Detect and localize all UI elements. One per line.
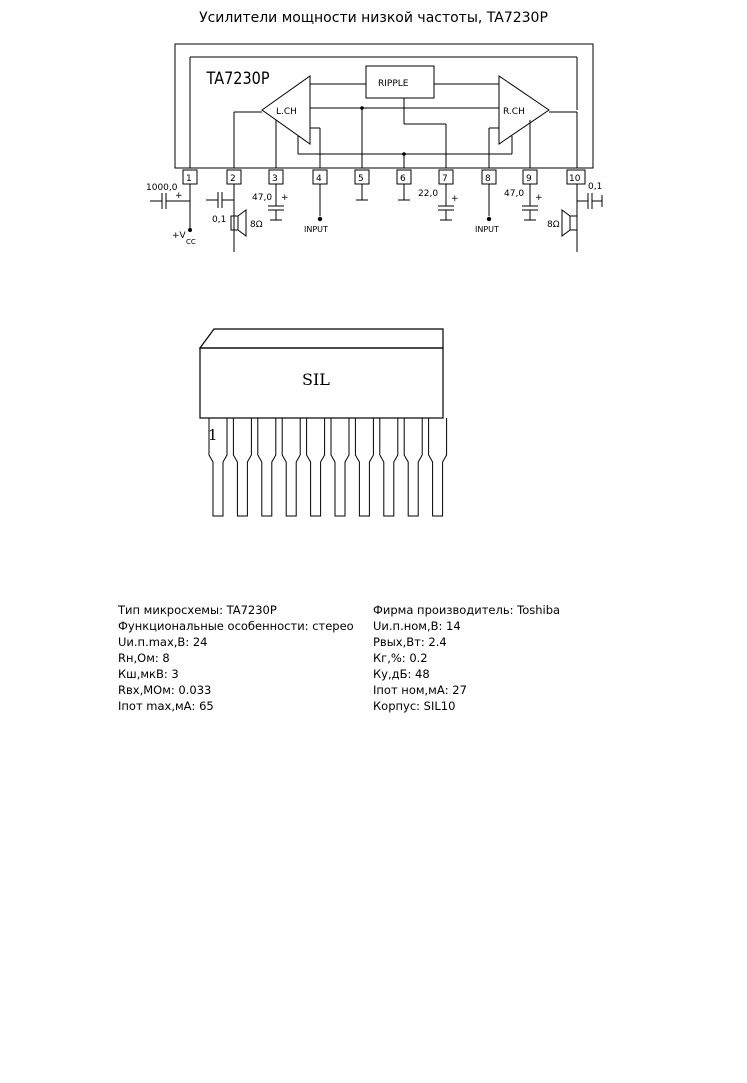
- page-title: Усилители мощности низкой частоты, TA7230P: [199, 10, 548, 26]
- pin-label-4: 4: [316, 174, 322, 184]
- cap-22-plus: +: [451, 194, 459, 204]
- pin-label-8: 8: [485, 174, 491, 184]
- input-left-label: INPUT: [304, 225, 328, 234]
- package-lead-7: [355, 418, 373, 516]
- cap-1000-plus: +: [175, 191, 183, 201]
- cap-01-right-label: 0,1: [588, 182, 603, 192]
- pin-label-9: 9: [526, 174, 532, 184]
- package-lead-4: [282, 418, 300, 516]
- package-lead-9: [404, 418, 422, 516]
- cap-47-right-label: 47,0: [504, 189, 525, 199]
- cap-47-left-plus: +: [281, 193, 289, 203]
- left-amp-label: L.CH: [276, 107, 297, 117]
- pin-label-3: 3: [272, 174, 278, 184]
- spec-right-1: Uи.п.ном,B: 14: [373, 619, 461, 633]
- spec-left-4: Кш,мкВ: 3: [118, 667, 179, 681]
- spec-left-6: Iпот max,мА: 65: [118, 699, 214, 713]
- vcc-label: +V: [172, 231, 186, 241]
- package-lead-8: [380, 418, 398, 516]
- spec-left-5: Rвх,МОм: 0.033: [118, 683, 212, 697]
- package-lead-2: [233, 418, 251, 516]
- speaker-left-label: 8Ω: [250, 220, 263, 230]
- pin-label-6: 6: [400, 174, 406, 184]
- ripple-label: RIPPLE: [378, 79, 409, 89]
- spec-right-0: Фирма производитель: Toshiba: [373, 603, 561, 617]
- cap-47-left-label: 47,0: [252, 193, 273, 203]
- package-top-bevel: [200, 329, 443, 348]
- pin-label-7: 7: [442, 174, 448, 184]
- pin-label-10: 10: [569, 174, 581, 184]
- spec-right-2: Pвых,Вт: 2.4: [373, 635, 447, 649]
- cap-47-right-plus: +: [535, 193, 543, 203]
- spec-left-0: Тип микросхемы: TA7230P: [118, 603, 277, 617]
- cap-01-left-label: 0,1: [212, 215, 227, 225]
- specs-left: [118, 602, 354, 714]
- input-right-label: INPUT: [475, 225, 499, 234]
- vcc-sub: CC: [186, 238, 196, 246]
- package-lead-3: [258, 418, 276, 516]
- pin-label-2: 2: [230, 174, 236, 184]
- pin-label-5: 5: [358, 174, 364, 184]
- spec-left-1: Функциональные особенности: стерео: [118, 619, 354, 633]
- pin-label-1: 1: [186, 174, 192, 184]
- spec-left-2: Uи.п.max,B: 24: [118, 635, 208, 649]
- package-lead-5: [307, 418, 325, 516]
- package-pin1-label: 1: [208, 426, 218, 444]
- chip-label: TA7230P: [206, 67, 270, 89]
- right-amp-label: R.CH: [503, 107, 525, 117]
- cap-22-label: 22,0: [418, 189, 439, 199]
- sil-package-drawing: [0, 0, 747, 540]
- specs-right: [373, 602, 560, 714]
- package-label: SIL: [302, 370, 330, 389]
- spec-right-6: Корпус: SIL10: [373, 699, 456, 713]
- spec-left-3: Rн,Ом: 8: [118, 651, 170, 665]
- spec-right-5: Iпот ном,мА: 27: [373, 683, 467, 697]
- package-lead-10: [429, 418, 447, 516]
- spec-right-4: Ку,дБ: 48: [373, 667, 430, 681]
- speaker-right-label: 8Ω: [547, 220, 560, 230]
- cap-1000-label: 1000,0: [146, 183, 178, 193]
- package-lead-6: [331, 418, 349, 516]
- package-leads: [209, 418, 447, 516]
- spec-right-3: Кг,%: 0.2: [373, 651, 428, 665]
